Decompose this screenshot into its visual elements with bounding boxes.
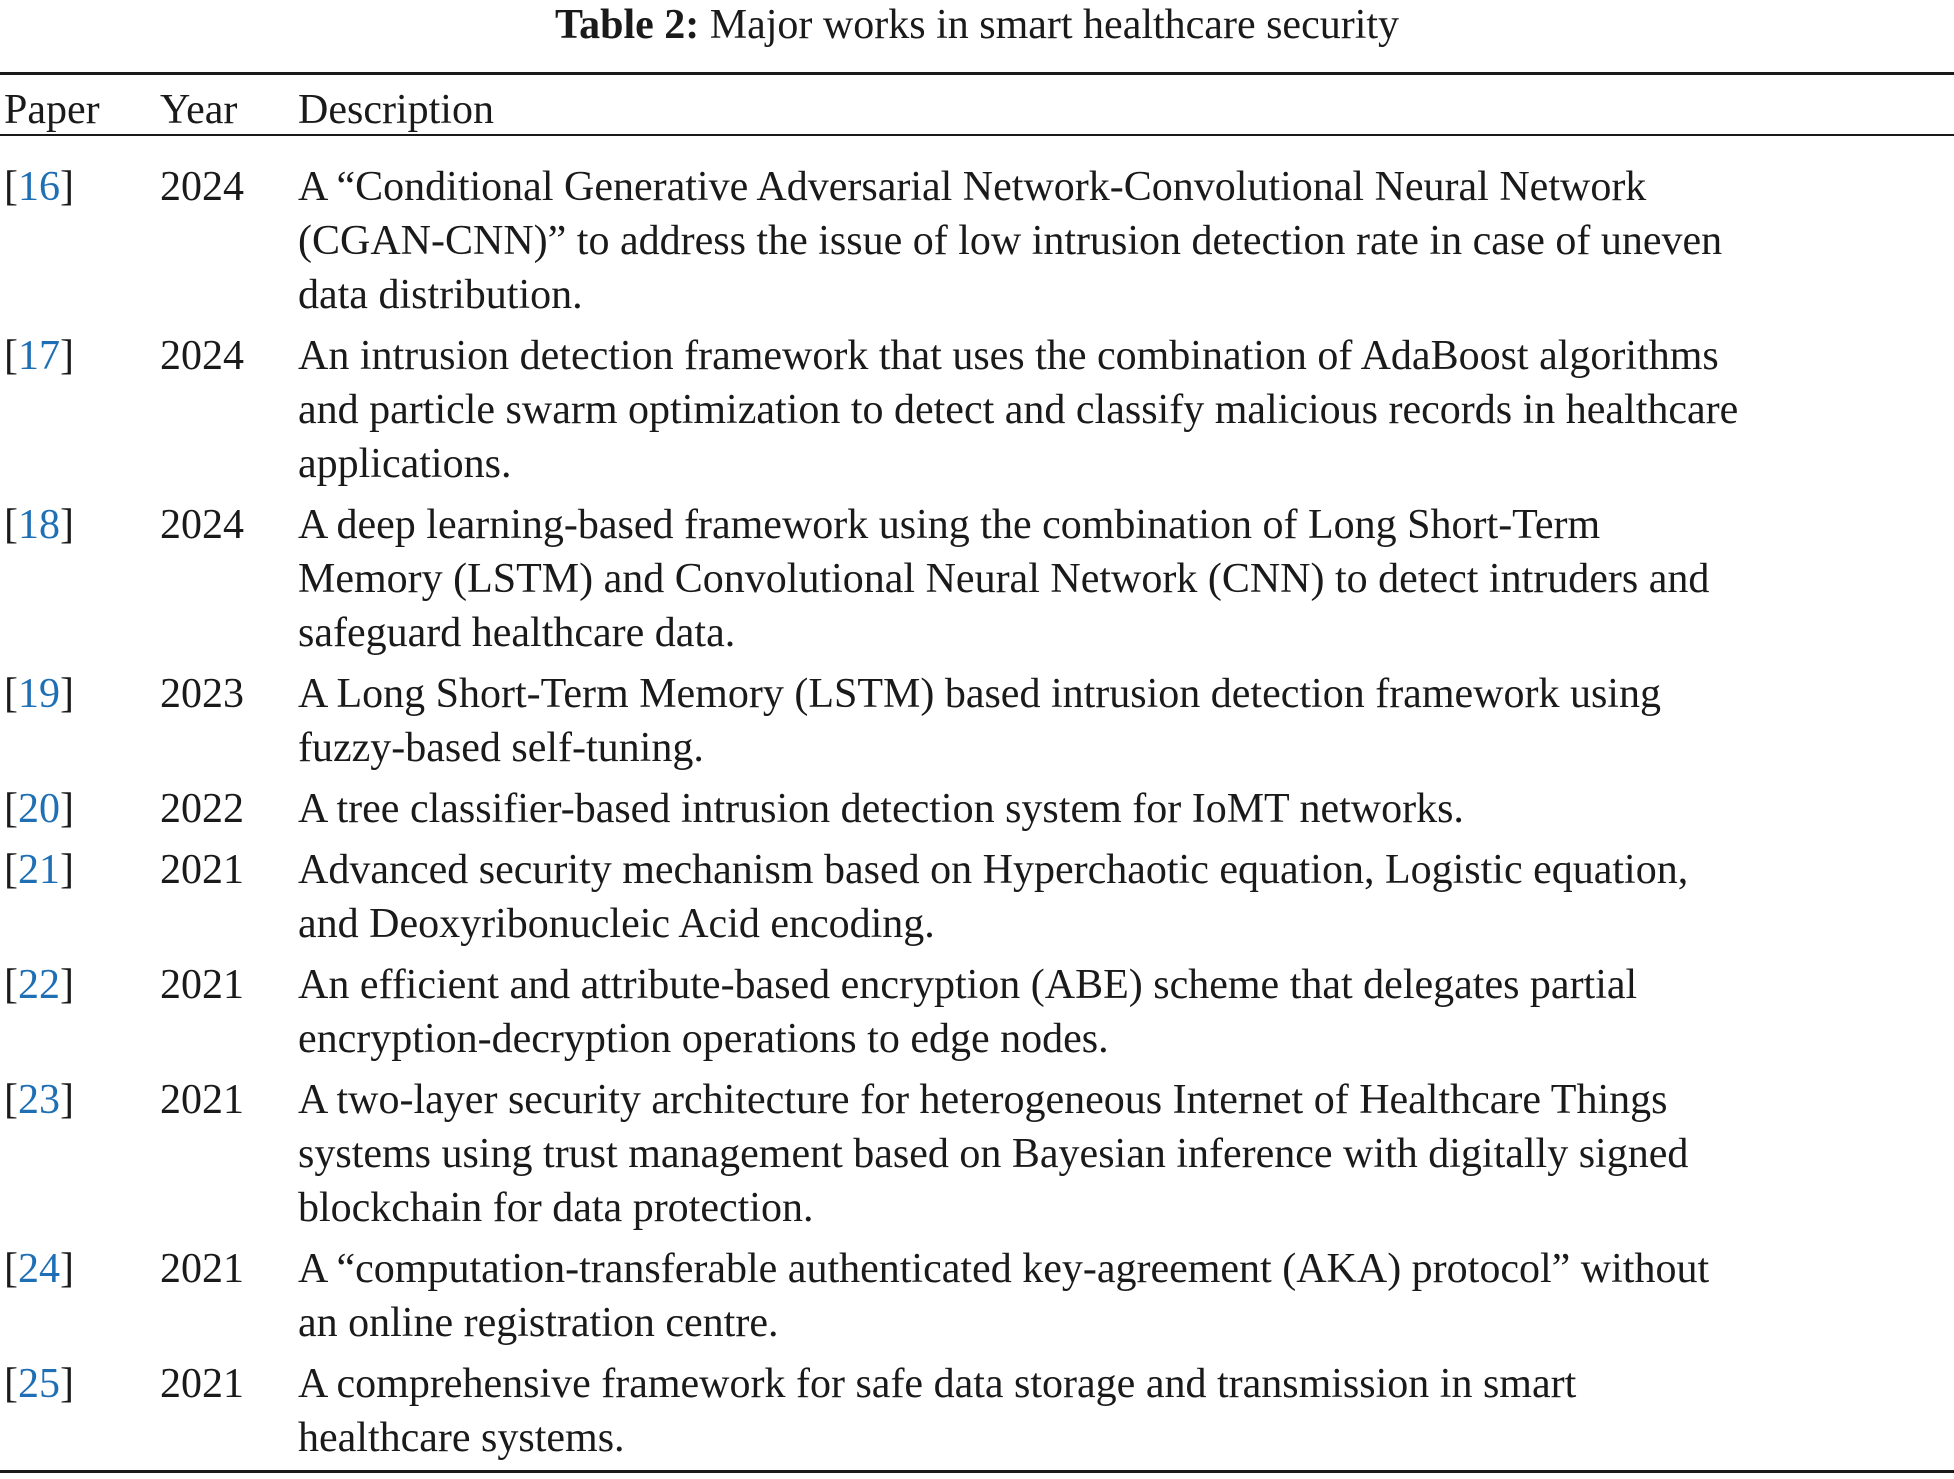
table-top-rule [0,72,1954,75]
table-row [0,1357,1954,1465]
year-cell: 2024 [160,502,244,548]
table-body [0,160,1954,1472]
table-row [0,958,1954,1066]
year-cell: 2021 [160,962,244,1008]
citation-link[interactable]: 19 [18,671,60,717]
table-header-rule [0,134,1954,136]
year-cell: 2024 [160,164,244,210]
header-year: Year [160,87,238,133]
paper-cell: [20] [4,786,74,832]
description-cell: A “computation-transferable authenticated key-agreement (AKA) protocol” without an online registration centre. [298,1246,1710,1346]
table-caption-label: Table 2: [554,2,700,48]
citation-link[interactable]: 21 [18,847,60,893]
paper-cell: [18] [4,502,74,548]
paper-cell: [25] [4,1361,74,1407]
description-cell: A Long Short-Term Memory (LSTM) based intrusion detection framework using fuzzy-based self-tuning. [298,671,1661,771]
description-cell: A comprehensive framework for safe data storage and transmission in smart healthcare systems. [298,1361,1577,1461]
citation-link[interactable]: 18 [18,502,60,548]
paper-cell: [22] [4,962,74,1008]
description-cell: An intrusion detection framework that uses the combination of AdaBoost algorithms and particle swarm optimization to detect and classify malicious records in healthcare applications. [298,333,1739,487]
table-bottom-rule [0,1470,1954,1473]
paper-cell: [16] [4,164,74,210]
table-header-row [0,86,1954,134]
table-row [0,1242,1954,1350]
table-row [0,1073,1954,1235]
table-row [0,329,1954,491]
citation-link[interactable]: 20 [18,786,60,832]
description-cell: A two-layer security architecture for heterogeneous Internet of Healthcare Things systems using trust management based on Bayesian inference with digitally signed blockchain for data protection. [298,1077,1689,1231]
year-cell: 2023 [160,671,244,717]
description-cell: Advanced security mechanism based on Hyperchaotic equation, Logistic equation, and Deoxyribonucleic Acid encoding. [298,847,1689,947]
year-cell: 2021 [160,1361,244,1407]
table-caption [0,0,1954,50]
citation-link[interactable]: 16 [18,164,60,210]
table-caption-text: Major works in smart healthcare security [709,2,1400,48]
description-cell: A deep learning-based framework using the combination of Long Short-Term Memory (LSTM) and Convolutional Neural Network (CNN) to detect intruders and safeguard healthcare data. [298,502,1710,656]
description-cell: A “Conditional Generative Adversarial Network-Convolutional Neural Network (CGAN-CNN)” to address the issue of low intrusion detection rate in case of uneven data distribution. [298,164,1723,318]
year-cell: 2021 [160,1077,244,1123]
paper-cell: [19] [4,671,74,717]
header-paper: Paper [4,87,100,133]
year-cell: 2021 [160,847,244,893]
year-cell: 2022 [160,786,244,832]
table-row [0,160,1954,322]
citation-link[interactable]: 23 [18,1077,60,1123]
citation-link[interactable]: 17 [18,333,60,379]
table-row [0,667,1954,775]
paper-cell: [23] [4,1077,74,1123]
header-description: Description [298,87,494,133]
paper-cell: [24] [4,1246,74,1292]
table-row [0,498,1954,660]
table-row [0,782,1954,836]
paper-cell: [21] [4,847,74,893]
year-cell: 2021 [160,1246,244,1292]
citation-link[interactable]: 25 [18,1361,60,1407]
description-cell: An efficient and attribute-based encryption (ABE) scheme that delegates partial encryption-decryption operations to edge nodes. [298,962,1638,1062]
paper-cell: [17] [4,333,74,379]
citation-link[interactable]: 22 [18,962,60,1008]
citation-link[interactable]: 24 [18,1246,60,1292]
year-cell: 2024 [160,333,244,379]
description-cell: A tree classifier-based intrusion detection system for IoMT networks. [298,786,1464,832]
table-row [0,843,1954,951]
